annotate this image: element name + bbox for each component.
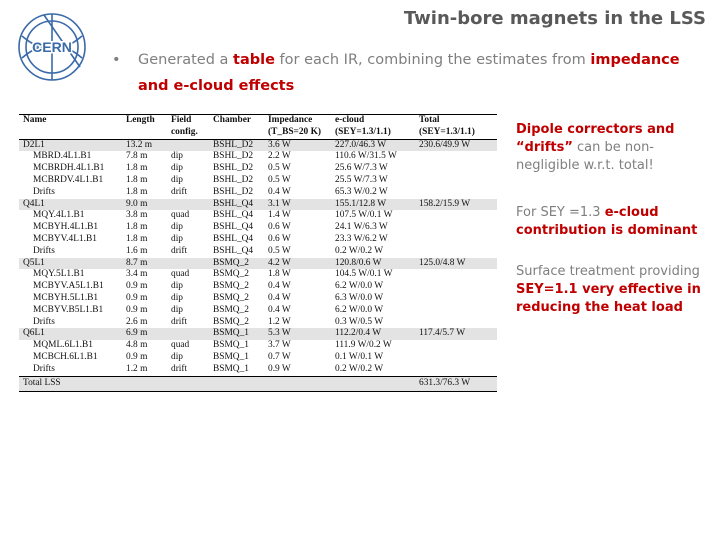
table-cell: 0.2 W/0.2 W	[335, 245, 384, 256]
table-cell: MBRD.4L1.B1	[33, 151, 92, 162]
table-header	[19, 115, 497, 140]
note-dipole-correctors	[516, 121, 706, 175]
table-cell	[415, 151, 497, 163]
table-cell: dip	[171, 292, 183, 303]
table-cell: BSMQ_1	[213, 340, 249, 351]
table-cell: 5.3 W	[264, 328, 331, 340]
table-cell	[167, 328, 209, 340]
table-row	[19, 222, 497, 234]
intro-bullet	[112, 47, 702, 99]
table-cell	[415, 246, 497, 258]
table-cell	[415, 317, 497, 329]
note-text	[516, 263, 706, 317]
table-cell: BSHL_Q4	[209, 199, 264, 211]
table-cell: 110.6 W/31.5 W	[335, 151, 397, 162]
table-cell: 227.0/46.3 W	[331, 139, 415, 151]
table-cell: 9.0 m	[122, 199, 167, 211]
table-cell: drift	[171, 186, 188, 197]
group-row	[19, 328, 497, 340]
table-cell: MCBYH.5L1.B1	[33, 292, 99, 303]
table-cell: 25.6 W/7.3 W	[335, 163, 388, 174]
column-header: e-cloud	[331, 115, 415, 127]
table-cell	[167, 258, 209, 270]
table-cell: MCBRDH.4L1.B1	[33, 163, 105, 174]
table-cell: 3.4 m	[126, 269, 148, 280]
note-text	[516, 204, 706, 240]
heat-load-table	[19, 114, 497, 392]
table-cell: 1.8 m	[126, 222, 148, 233]
column-header-unit: (SEY=1.3/1.1)	[415, 127, 497, 139]
table-cell: 23.3 W/6.2 W	[335, 233, 388, 244]
table-cell: 0.1 W/0.1 W	[335, 351, 384, 362]
table-cell: Drifts	[33, 186, 55, 197]
table-cell	[167, 376, 209, 391]
table-cell: Q5L1	[19, 258, 122, 270]
table-cell: D2L1	[19, 139, 122, 151]
plain-text: for each IR, combining the estimates from	[274, 52, 591, 68]
table-cell: 2.2 W	[268, 151, 291, 162]
column-header: Impedance	[264, 115, 331, 127]
table-cell: BSHL_D2	[213, 174, 254, 185]
table-cell: 0.3 W/0.5 W	[335, 316, 384, 327]
table-cell: MCBYV.B5L1.B1	[33, 304, 104, 315]
table-cell: 230.6/49.9 W	[415, 139, 497, 151]
table-cell: 1.4 W	[268, 210, 291, 221]
column-header-unit	[19, 127, 122, 139]
table-cell: BSMQ_2	[209, 258, 264, 270]
table-cell: Drifts	[33, 316, 55, 327]
highlighted-text: impedance and e-cloud effects	[138, 52, 680, 94]
table-cell	[415, 281, 497, 293]
table-cell: dip	[171, 351, 183, 362]
table-cell: 0.9 m	[126, 304, 148, 315]
table-cell: 104.5 W/0.1 W	[335, 269, 393, 280]
note-ecloud-dominant	[516, 204, 706, 240]
table-row	[19, 234, 497, 246]
table-cell: quad	[171, 269, 190, 280]
table-cell: BSMQ_2	[213, 304, 249, 315]
total-row	[19, 376, 497, 391]
table-cell: 13.2 m	[122, 139, 167, 151]
table-row	[19, 281, 497, 293]
highlighted-text: Dipole correctors and “drifts”	[516, 122, 675, 155]
table-cell	[264, 376, 331, 391]
table-cell: 112.2/0.4 W	[331, 328, 415, 340]
table-cell: 111.9 W/0.2 W	[335, 340, 392, 351]
table-row	[19, 340, 497, 352]
group-row	[19, 139, 497, 151]
table-cell: MQML.6L1.B1	[33, 340, 93, 351]
table-cell: dip	[171, 281, 183, 292]
table-cell: 4.2 W	[264, 258, 331, 270]
table-cell: 125.0/4.8 W	[415, 258, 497, 270]
table-cell	[415, 175, 497, 187]
table-cell: dip	[171, 163, 183, 174]
table-cell: BSMQ_2	[213, 269, 249, 280]
table-cell: dip	[171, 174, 183, 185]
table-cell: 1.8 m	[126, 163, 148, 174]
table-cell: 0.2 W/0.2 W	[335, 363, 384, 374]
group-row	[19, 199, 497, 211]
table-row	[19, 317, 497, 329]
table-cell	[122, 376, 167, 391]
bullet-marker: •	[112, 52, 121, 68]
table-cell: 107.5 W/0.1 W	[335, 210, 393, 221]
table-cell: 1.8 W	[268, 269, 291, 280]
table-cell: 0.4 W	[268, 186, 291, 197]
table-cell: MCBYV.A5L1.B1	[33, 281, 104, 292]
table-cell: BSHL_Q4	[213, 222, 254, 233]
table-cell: 25.5 W/7.3 W	[335, 174, 388, 185]
table-cell	[167, 199, 209, 211]
table-cell: 0.4 W	[268, 304, 291, 315]
table-cell: Total LSS	[19, 376, 122, 391]
table-cell	[167, 139, 209, 151]
group-row	[19, 258, 497, 270]
column-header: Length	[122, 115, 167, 127]
table-cell: 1.8 m	[126, 233, 148, 244]
note-surface-treatment	[516, 263, 706, 317]
table-cell	[415, 352, 497, 364]
table-cell: MQY.5L1.B1	[33, 269, 85, 280]
table-cell	[415, 210, 497, 222]
table-cell	[415, 305, 497, 317]
table-cell: dip	[171, 304, 183, 315]
table-cell: 6.2 W/0.0 W	[335, 304, 384, 315]
table-cell: 0.7 W	[268, 351, 291, 362]
table-cell: 0.9 W	[268, 363, 291, 374]
table-cell: 120.8/0.6 W	[331, 258, 415, 270]
table-cell: 3.6 W	[264, 139, 331, 151]
table-row	[19, 305, 497, 317]
table-cell	[415, 364, 497, 376]
table-cell: Q4L1	[19, 199, 122, 211]
highlighted-text: table	[233, 52, 275, 68]
table-cell: 3.8 m	[126, 210, 148, 221]
note-text	[516, 121, 706, 175]
column-header: Name	[19, 115, 122, 127]
table-cell: 1.8 m	[126, 186, 148, 197]
table-cell: BSHL_D2	[209, 139, 264, 151]
table-cell: BSHL_Q4	[213, 233, 254, 244]
svg-text:CERN: CERN	[32, 39, 72, 55]
table-cell: 3.1 W	[264, 199, 331, 211]
table-cell: dip	[171, 233, 183, 244]
table-cell	[415, 222, 497, 234]
table-cell: 24.1 W/6.3 W	[335, 222, 388, 233]
table-cell: 4.8 m	[126, 340, 148, 351]
table-row	[19, 269, 497, 281]
table-cell: BSMQ_2	[213, 281, 249, 292]
table-cell: 6.9 m	[122, 328, 167, 340]
table-row	[19, 163, 497, 175]
table-cell: dip	[171, 222, 183, 233]
table-row	[19, 175, 497, 187]
table-cell: 2.6 m	[126, 316, 148, 327]
table-cell: MCBYV.4L1.B1	[33, 233, 97, 244]
table-row	[19, 210, 497, 222]
column-header-unit	[122, 127, 167, 139]
table-cell: 0.5 W	[268, 163, 291, 174]
table-cell: BSHL_D2	[213, 186, 254, 197]
table-cell: drift	[171, 316, 188, 327]
table-cell: 65.3 W/0.2 W	[335, 186, 388, 197]
table-cell: 0.6 W	[268, 222, 291, 233]
table-cell: 6.3 W/0.0 W	[335, 292, 384, 303]
column-header-unit: config.	[167, 127, 209, 139]
table-row	[19, 364, 497, 376]
column-header-unit	[209, 127, 264, 139]
highlighted-text: e-cloud	[604, 205, 659, 220]
table-cell	[415, 187, 497, 199]
table-cell: 0.9 m	[126, 281, 148, 292]
column-header: Field	[167, 115, 209, 127]
table-cell: dip	[171, 151, 183, 162]
table-cell: 7.8 m	[126, 151, 148, 162]
table-cell: 1.2 m	[126, 363, 148, 374]
table-cell: 0.9 m	[126, 351, 148, 362]
table-cell	[415, 163, 497, 175]
table-cell: 0.6 W	[268, 233, 291, 244]
plain-text: can be non-negligible w.r.t. total!	[516, 140, 654, 173]
table-row	[19, 151, 497, 163]
table-cell: Q6L1	[19, 328, 122, 340]
table-cell: 1.8 m	[126, 174, 148, 185]
table-cell: 0.5 W	[268, 245, 291, 256]
table-row	[19, 352, 497, 364]
table-cell: BSHL_Q4	[213, 245, 254, 256]
cern-logo	[14, 10, 90, 84]
table-cell: MCBYH.4L1.B1	[33, 222, 99, 233]
plain-text: Generated a	[138, 52, 234, 68]
table-cell: MCBRDV.4L1.B1	[33, 174, 104, 185]
table-cell: Drifts	[33, 245, 55, 256]
table-cell: drift	[171, 363, 188, 374]
table-cell: 0.4 W	[268, 292, 291, 303]
table-cell: 0.9 m	[126, 292, 148, 303]
table-cell: 1.2 W	[268, 316, 291, 327]
table-cell: BSMQ_2	[213, 316, 249, 327]
table-cell: 117.4/5.7 W	[415, 328, 497, 340]
table-cell: BSMQ_1	[209, 328, 264, 340]
table-cell: BSMQ_2	[213, 292, 249, 303]
table-cell: 155.1/12.8 W	[331, 199, 415, 211]
table-cell	[415, 234, 497, 246]
table-row	[19, 187, 497, 199]
table-cell: Drifts	[33, 363, 55, 374]
table-cell: BSHL_D2	[213, 163, 254, 174]
table-cell: drift	[171, 245, 188, 256]
highlighted-text: SEY=1.1 very effective in reducing the heat load	[516, 282, 701, 315]
table-cell: quad	[171, 210, 190, 221]
table-cell: 8.7 m	[122, 258, 167, 270]
bullet-text	[112, 47, 702, 99]
table-cell: 158.2/15.9 W	[415, 199, 497, 211]
table-cell: MQY.4L1.B1	[33, 210, 85, 221]
table-cell: 631.3/76.3 W	[415, 376, 497, 391]
table-cell	[331, 376, 415, 391]
table-row	[19, 246, 497, 258]
column-header: Chamber	[209, 115, 264, 127]
table-cell: BSMQ_1	[213, 363, 249, 374]
table-cell: 6.2 W/0.0 W	[335, 281, 384, 292]
slide-title: Twin-bore magnets in the LSS	[403, 8, 706, 29]
plain-text: Surface treatment providing	[516, 264, 700, 279]
column-header-unit: (SEY=1.3/1.1)	[331, 127, 415, 139]
column-header: Total	[415, 115, 497, 127]
table-cell	[209, 376, 264, 391]
table-cell	[415, 293, 497, 305]
plain-text: For SEY =1.3	[516, 205, 605, 220]
highlighted-text: contribution is dominant	[516, 223, 698, 238]
table-cell: 1.6 m	[126, 245, 148, 256]
table-cell: BSHL_Q4	[213, 210, 254, 221]
table-cell: MCBCH.6L1.B1	[33, 351, 98, 362]
table-cell: BSHL_D2	[213, 151, 254, 162]
table-cell	[415, 269, 497, 281]
table-cell: 3.7 W	[268, 340, 291, 351]
table-cell: 0.5 W	[268, 174, 291, 185]
table-cell: BSMQ_1	[213, 351, 249, 362]
column-header-unit: (T_BS=20 K)	[264, 127, 331, 139]
table-cell: 0.4 W	[268, 281, 291, 292]
table-cell: quad	[171, 340, 190, 351]
table-body	[19, 139, 497, 391]
table-cell	[415, 340, 497, 352]
table-row	[19, 293, 497, 305]
